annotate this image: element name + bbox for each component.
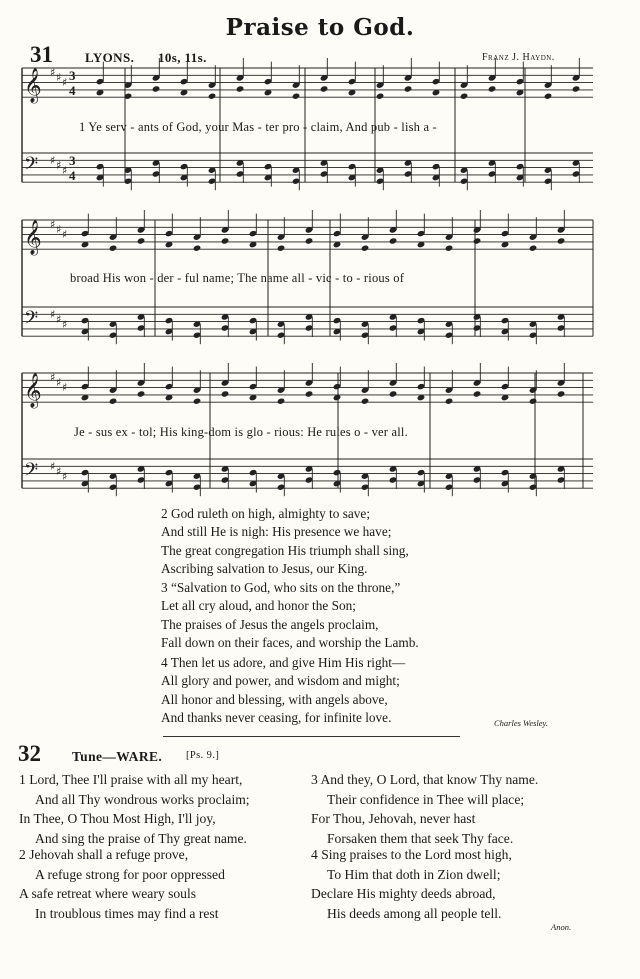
svg-text:♯: ♯ bbox=[62, 381, 68, 394]
composer: Franz J. Haydn. bbox=[482, 52, 555, 63]
svg-text:𝄞: 𝄞 bbox=[24, 220, 42, 255]
lyric-line-2: broad His won - der - ful name; The name all - vic - to - rious of bbox=[70, 271, 405, 285]
verse-3 bbox=[311, 770, 538, 848]
svg-text:𝄢: 𝄢 bbox=[24, 308, 39, 333]
svg-text:♯: ♯ bbox=[50, 66, 56, 79]
svg-text:♯: ♯ bbox=[56, 71, 62, 84]
verse-line: 1 Lord, Thee I'll praise with all my heart, bbox=[19, 772, 243, 787]
svg-text:3: 3 bbox=[69, 68, 76, 83]
svg-text:3: 3 bbox=[69, 153, 76, 168]
author-credit: Anon. bbox=[551, 922, 572, 932]
svg-text:♯: ♯ bbox=[56, 465, 62, 478]
verse-line: And thanks never ceasing, for infinite love. bbox=[161, 710, 392, 726]
lyric-line-3: Je - sus ex - tol; His king-dom is glo - rious: He rules o - ver all. bbox=[74, 425, 408, 439]
svg-text:♯: ♯ bbox=[50, 308, 56, 321]
verse-line: And sing the praise of Thy great name. bbox=[35, 830, 247, 846]
verse-3 bbox=[161, 579, 419, 653]
svg-text:♯: ♯ bbox=[62, 164, 68, 177]
tune-name: Tune—WARE. bbox=[72, 749, 163, 764]
svg-text:♯: ♯ bbox=[50, 371, 56, 384]
hymn-number: 32 bbox=[18, 741, 41, 766]
verse-line: The great congregation His triumph shall sing, bbox=[161, 542, 409, 558]
svg-text:𝄞: 𝄞 bbox=[24, 68, 42, 103]
verse-line: All glory and power, and wisdom and might; bbox=[161, 673, 400, 689]
page-title: Praise to God. bbox=[225, 14, 415, 41]
verse-line: The praises of Jesus the angels proclaim, bbox=[161, 616, 379, 632]
verse-line: Let all cry aloud, and honor the Son; bbox=[161, 598, 356, 614]
verse-2 bbox=[19, 845, 225, 923]
svg-text:𝄢: 𝄢 bbox=[24, 460, 39, 485]
verse-2 bbox=[161, 505, 409, 579]
verse-line: 4 Sing praises to the Lord most high, bbox=[311, 847, 512, 862]
verse-line: 2 God ruleth on high, almighty to save; bbox=[161, 506, 371, 521]
svg-text:4: 4 bbox=[69, 83, 76, 98]
tune-name: LYONS. bbox=[85, 50, 135, 65]
verse-line: 4 Then let us adore, and give Him His right— bbox=[161, 655, 406, 670]
verse-line: In troublous times may find a rest bbox=[35, 905, 219, 921]
verse-line: In Thee, O Thou Most High, I'll joy, bbox=[19, 811, 216, 826]
verse-line: 3 And they, O Lord, that know Thy name. bbox=[311, 772, 539, 787]
svg-text:♯: ♯ bbox=[50, 154, 56, 167]
meter: 10s, 11s. bbox=[158, 50, 207, 65]
svg-text:♯: ♯ bbox=[50, 218, 56, 231]
svg-text:♯: ♯ bbox=[56, 313, 62, 326]
svg-text:♯: ♯ bbox=[56, 159, 62, 172]
divider bbox=[163, 736, 460, 737]
lyric-line-1: 1 Ye serv - ants of God, your Mas - ter pro - claim, And pub - lish a - bbox=[79, 120, 437, 134]
svg-text:♯: ♯ bbox=[62, 228, 68, 241]
verse-line: A safe retreat where weary souls bbox=[19, 886, 197, 901]
psalm-reference: [Ps. 9.] bbox=[186, 750, 220, 761]
verse-line: Their confidence in Thee will place; bbox=[327, 791, 525, 807]
svg-text:♯: ♯ bbox=[62, 76, 68, 89]
author-credit: Charles Wesley. bbox=[494, 718, 548, 728]
verse-line: For Thou, Jehovah, never hast bbox=[311, 811, 476, 826]
verse-line: All honor and blessing, with angels above, bbox=[161, 691, 388, 707]
verse-4 bbox=[161, 654, 405, 728]
verse-line: A refuge strong for poor oppressed bbox=[35, 866, 225, 882]
verse-line: His deeds among all people tell. bbox=[327, 905, 502, 921]
verse-4 bbox=[311, 845, 512, 923]
svg-text:♯: ♯ bbox=[62, 470, 68, 483]
svg-text:♯: ♯ bbox=[62, 318, 68, 331]
verse-line: And still He is nigh: His presence we have; bbox=[161, 524, 392, 540]
verse-1 bbox=[19, 770, 250, 848]
svg-text:♯: ♯ bbox=[56, 376, 62, 389]
verse-line: Ascribing salvation to Jesus, our King. bbox=[161, 561, 368, 577]
verse-line: 3 “Salvation to God, who sits on the throne,” bbox=[161, 580, 401, 595]
verse-line: 2 Jehovah shall a refuge prove, bbox=[19, 847, 189, 862]
svg-text:𝄢: 𝄢 bbox=[24, 154, 39, 179]
hymn-number: 31 bbox=[30, 42, 53, 67]
verse-line: Forsaken them that seek Thy face. bbox=[327, 830, 514, 846]
svg-text:♯: ♯ bbox=[50, 460, 56, 473]
verse-line: Declare His mighty deeds abroad, bbox=[311, 886, 496, 901]
verse-line: And all Thy wondrous works proclaim; bbox=[35, 791, 250, 807]
verse-line: Fall down on their faces, and worship the Lamb. bbox=[161, 635, 419, 651]
svg-text:4: 4 bbox=[69, 168, 76, 183]
svg-text:𝄞: 𝄞 bbox=[24, 373, 42, 408]
svg-text:♯: ♯ bbox=[56, 223, 62, 236]
verse-line: To Him that doth in Zion dwell; bbox=[327, 866, 501, 882]
